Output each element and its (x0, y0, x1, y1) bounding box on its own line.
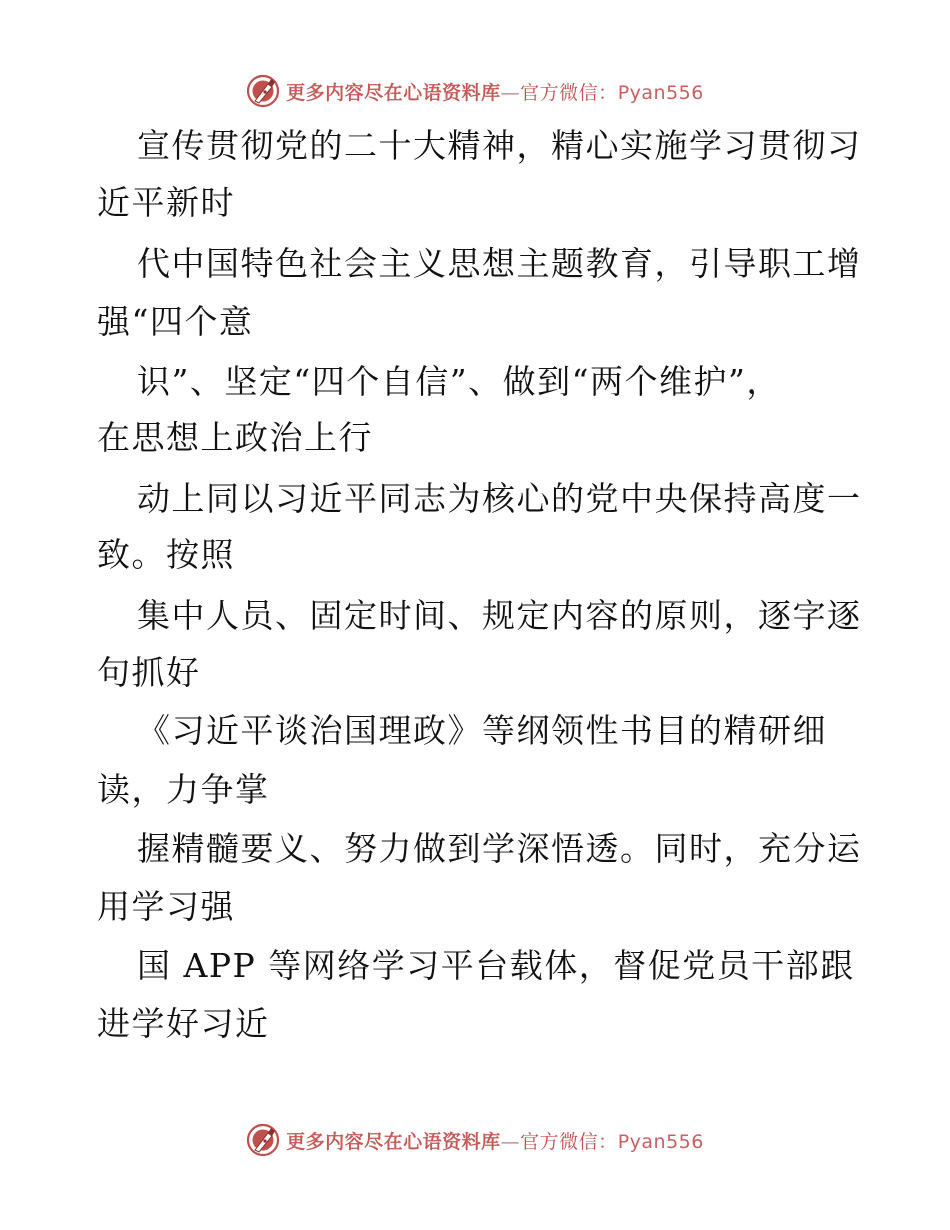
body-line-9: 集中人员、固定时间、规定内容的原则，逐字逐 (137, 596, 862, 635)
body-line-12: 读，力争掌 (97, 770, 270, 809)
header-banner-text (286, 78, 704, 105)
pen-nib-logo-icon (246, 74, 280, 108)
pen-nib-logo-icon (246, 1123, 280, 1157)
body-line-11: 《习近平谈治国理政》等纲领性书目的精研细 (137, 711, 827, 750)
body-line-15: 国 APP 等网络学习平台载体，督促党员干部跟 (137, 946, 855, 985)
body-line-3: 代中国特色社会主义思想主题教育，引导职工增 (137, 244, 862, 283)
header-wechat-id: Pyan556 (617, 81, 704, 104)
body-line-1: 宣传贯彻党的二十大精神，精心实施学习贯彻习 (137, 126, 862, 165)
header-banner (0, 71, 950, 111)
footer-separator: — (500, 1130, 521, 1153)
body-line-16: 进学好习近 (97, 1004, 270, 1043)
footer-wechat-label: 官方微信： (520, 1130, 618, 1153)
header-wechat-label: 官方微信： (520, 81, 618, 104)
body-line-4: 强“四个意 (97, 302, 254, 341)
footer-site-name: 更多内容尽在心语资料库 (286, 1130, 501, 1153)
footer-wechat-id: Pyan556 (617, 1130, 704, 1153)
body-line-10: 句抓好 (97, 653, 201, 692)
body-line-13: 握精髓要义、努力做到学深悟透。同时，充分运 (137, 829, 862, 868)
footer-banner (0, 1120, 950, 1160)
header-separator: — (500, 81, 521, 104)
body-line-8: 致。按照 (97, 535, 235, 574)
body-line-6: 在思想上政治上行 (97, 418, 373, 457)
body-line-5: 识”、坚定“四个自信”、做到“两个维护”， (137, 362, 781, 401)
header-site-name: 更多内容尽在心语资料库 (286, 81, 501, 104)
body-line-14: 用学习强 (97, 887, 235, 926)
footer-banner-text (286, 1127, 704, 1154)
body-line-7: 动上同以习近平同志为核心的党中央保持高度一 (137, 479, 862, 518)
body-line-2: 近平新时 (97, 183, 235, 222)
